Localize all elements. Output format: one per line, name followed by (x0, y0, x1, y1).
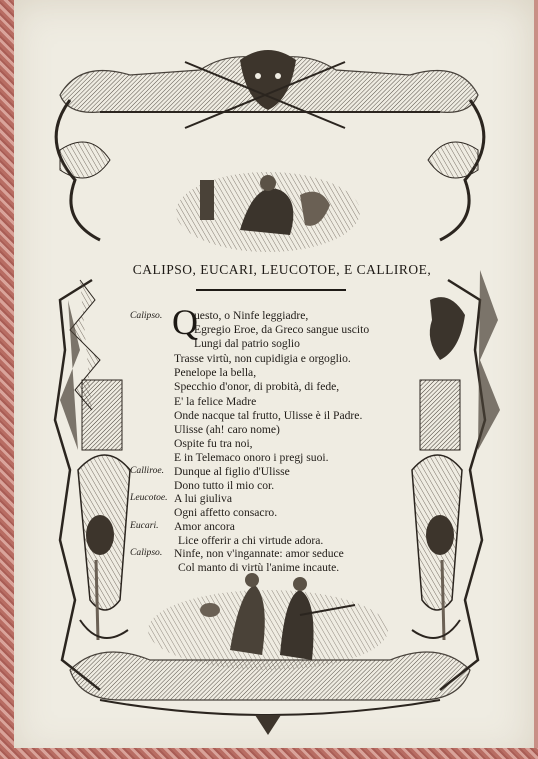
verse-line: E in Telemaco onoro i pregj suoi. (174, 451, 329, 464)
verse-line: Ninfe, non v'ingannate: amor seduce (174, 547, 344, 560)
drop-cap: Q (172, 302, 198, 342)
verse-line: Amor ancora (174, 520, 235, 533)
dog-figure (200, 603, 220, 617)
verse-line: Lice offerir a chi virtude adora. (178, 534, 324, 547)
verse-line: Ospite fu tra noi, (174, 437, 253, 450)
right-mask-face (426, 515, 454, 555)
verse-line: Ulisse (ah! caro nome) (174, 423, 280, 436)
verse-line: Trasse virtù, non cupidigia e orgoglio. (174, 352, 351, 365)
verse-line: Dono tutto il mio cor. (174, 479, 275, 492)
verse-line: Egregio Eroe, da Greco sangue uscito (194, 323, 370, 336)
verse-line: E' la felice Madre (174, 395, 257, 408)
left-mask-face (86, 515, 114, 555)
right-column-ornament (412, 270, 500, 690)
verse-line: Dunque al figlio d'Ulisse (174, 465, 290, 478)
verse-line: Ogni affetto consacro. (174, 506, 278, 519)
speaker-calipso: Calipso. (130, 310, 163, 321)
top-vignette-image (176, 172, 360, 252)
speaker-calipso-2: Calipso. (130, 547, 163, 558)
verse-line: Col manto di virtù l'anime incaute. (178, 561, 340, 574)
scene-heading: CALIPSO, EUCARI, LEUCOTOE, E CALLIROE, (132, 262, 432, 277)
speaker-calliroe: Calliroe. (130, 465, 165, 476)
speaker-eucari: Eucari. (130, 520, 159, 531)
speaker-leucotoe: Leucotoe. (130, 492, 168, 503)
verse-line: A lui giuliva (174, 492, 232, 505)
verse-line: Onde nacque tal frutto, Ulisse è il Padre. (174, 409, 363, 422)
verse-line: Penelope la bella, (174, 366, 257, 379)
verse-line: Specchio d'onor, di probità, di fede, (174, 380, 340, 393)
verse-line: Lungi dal patrio soglio (194, 337, 300, 350)
left-column-ornament (55, 280, 130, 690)
verse-line: uesto, o Ninfe leggiadre, (194, 309, 309, 322)
bottom-ornament (70, 573, 470, 735)
